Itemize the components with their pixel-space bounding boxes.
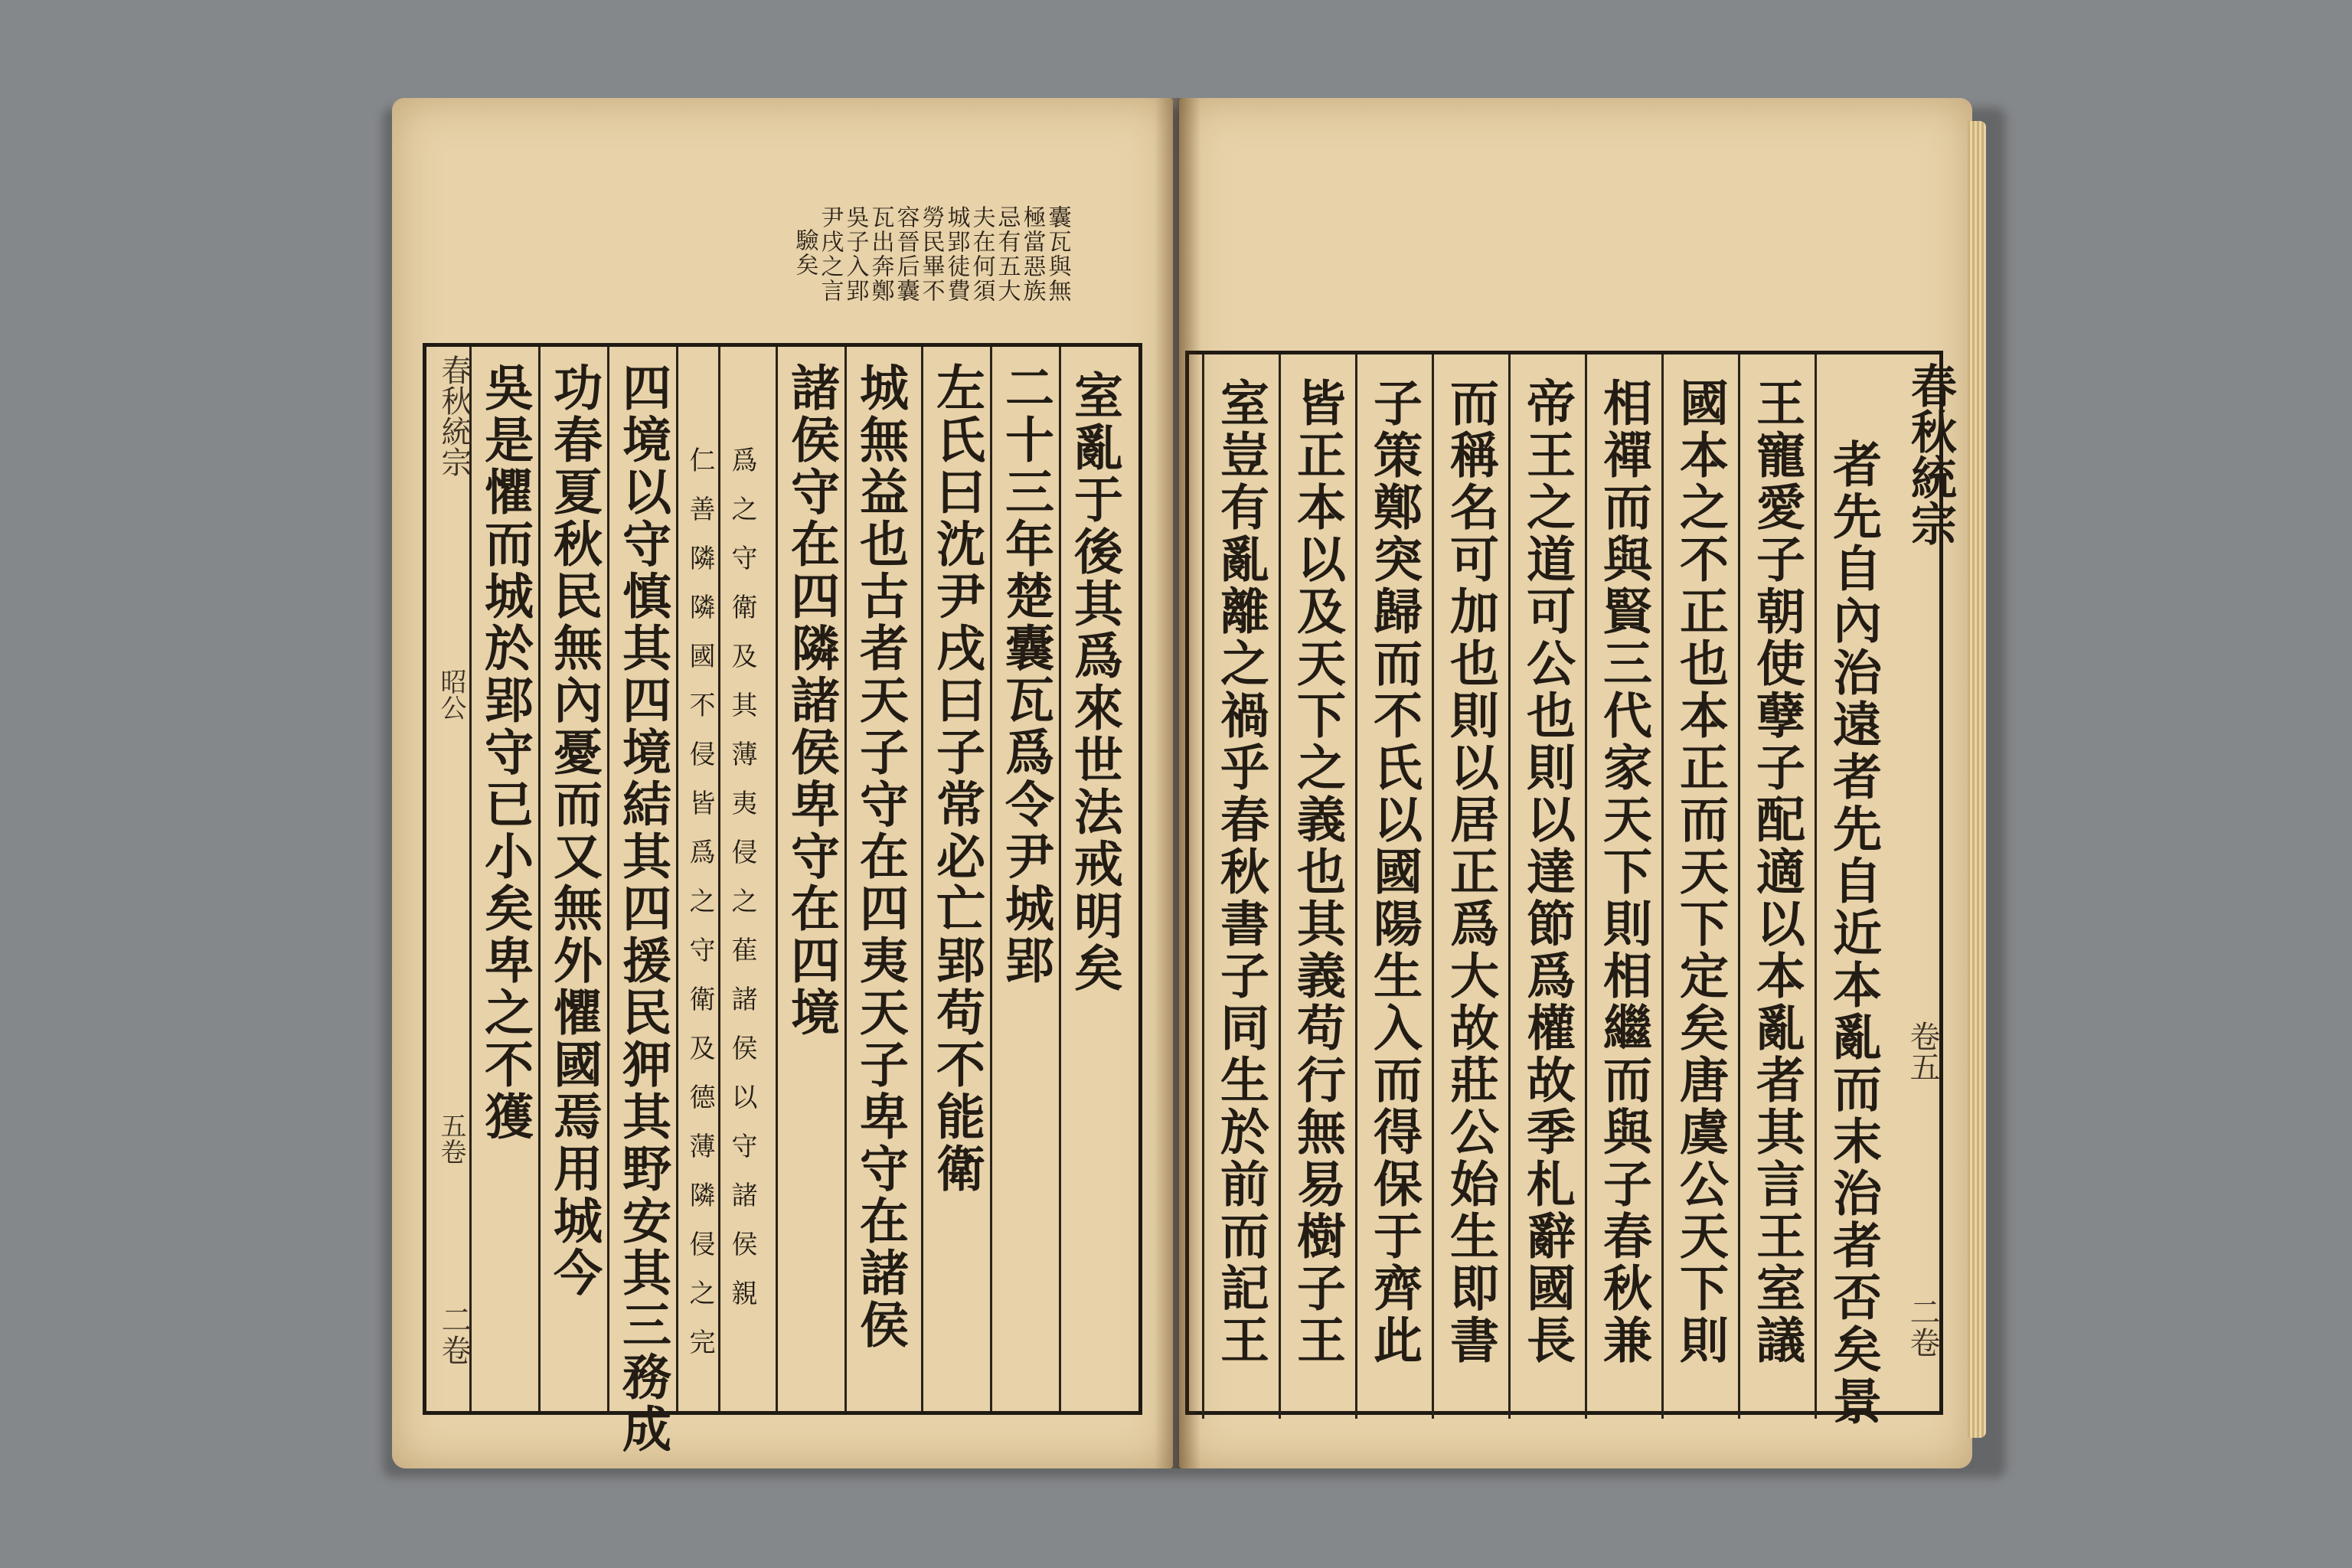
margin-title: 春秋統宗	[436, 354, 472, 477]
text-column: 而稱名可加也則以居正爲大故莊公始生即書	[1442, 377, 1499, 1367]
text-column: 諸侯守在四隣諸侯卑守在四境	[782, 362, 840, 1039]
column-rule	[469, 347, 472, 1411]
column-rule	[1738, 354, 1740, 1419]
head-note: 瓦出奔鄭	[867, 205, 894, 303]
column-rule	[921, 347, 923, 1411]
text-column: 吳是懼而城於郢守已小矣卑之不獲	[476, 362, 534, 1143]
column-rule	[1508, 354, 1511, 1419]
head-note: 容晉后囊	[892, 205, 920, 303]
column-rule	[607, 347, 609, 1411]
head-note: 極當惡族	[1018, 205, 1046, 303]
column-rule	[1279, 354, 1281, 1419]
column-rule	[1202, 354, 1204, 1419]
margin-leaf: 二卷	[1905, 1296, 1940, 1357]
column-rule	[1585, 354, 1587, 1419]
head-note: 夫在何須	[968, 205, 995, 303]
column-rule	[1355, 354, 1357, 1419]
margin-juan: 卷五	[1905, 1021, 1940, 1082]
column-rule	[676, 347, 678, 1411]
head-note: 城郢徒費	[942, 205, 970, 303]
head-note: 驗矣	[791, 228, 818, 277]
head-note: 尹戌之言	[816, 205, 844, 303]
text-column: 王寵愛子朝使孽子配適以本亂者其言王室議	[1748, 377, 1805, 1367]
text-column: 城無益也古者天子守在四夷天子卑守在諸侯	[851, 362, 909, 1351]
head-note: 勞民畢不	[917, 205, 945, 303]
left-page	[392, 98, 1173, 1468]
column-rule	[1661, 354, 1664, 1419]
text-column: 左氏曰沈尹戌曰子常必亡郢苟不能衛	[928, 362, 985, 1195]
text-column: 皆正本以及天下之義也其義苟行無易樹子王	[1289, 377, 1346, 1367]
column-rule	[844, 347, 847, 1411]
column-rule	[990, 347, 992, 1411]
margin-leaf: 二卷	[436, 1304, 472, 1365]
right-text-frame	[1185, 351, 1957, 1428]
text-column: 者先自內治遠者先自近本亂而末治者否矣景	[1824, 439, 1882, 1428]
text-column: 室豈有亂離之禍乎春秋書子同生於前而記王	[1212, 377, 1269, 1367]
text-column: 爲之守衛及其薄夷侵之萑諸侯以守諸侯親	[727, 446, 757, 1328]
column-rule	[776, 347, 778, 1411]
head-note: 吳子入郢	[841, 205, 869, 303]
column-rule	[718, 347, 720, 1411]
page-edges	[1968, 121, 1986, 1438]
right-columns	[1189, 354, 1957, 1428]
text-column: 子策鄭突歸而不氏以國陽生入而得保于齊此	[1365, 377, 1423, 1367]
column-rule	[1432, 354, 1434, 1419]
margin-title: 春秋統宗	[1903, 362, 1957, 546]
margin-reign: 昭公	[436, 668, 466, 720]
head-note: 忌有五大	[993, 205, 1021, 303]
column-rule	[1059, 347, 1061, 1411]
text-column: 功春夏秋民無內憂而又無外懼國焉用城今	[545, 362, 603, 1299]
column-rule	[538, 347, 541, 1411]
head-note: 囊瓦與無	[1044, 205, 1071, 303]
text-column: 帝王之道可公也則以達節爲權故季札辭國長	[1518, 377, 1576, 1367]
text-column: 室亂于後其爲來世法戒明矣	[1066, 370, 1123, 995]
text-column: 相禪而與賢三代家天下則相繼而與子春秋兼	[1595, 377, 1652, 1367]
text-column: 四境以守慎其四境結其四援民狎其野安其三務成	[614, 362, 671, 1455]
left-text-frame	[423, 343, 1142, 1455]
margin-juan: 五卷	[436, 1112, 466, 1165]
right-page	[1179, 98, 1972, 1468]
left-columns	[426, 347, 1138, 1455]
text-column: 國本之不正也本正而天下定矣唐虞公天下則	[1671, 377, 1729, 1367]
column-rule	[1815, 354, 1817, 1419]
book-gutter	[1155, 98, 1200, 1468]
text-column: 二十三年楚囊瓦爲令尹城郢	[997, 362, 1054, 987]
text-column: 仁善隣隣國不侵皆爲之守衛及德薄隣侵之完	[684, 446, 715, 1377]
